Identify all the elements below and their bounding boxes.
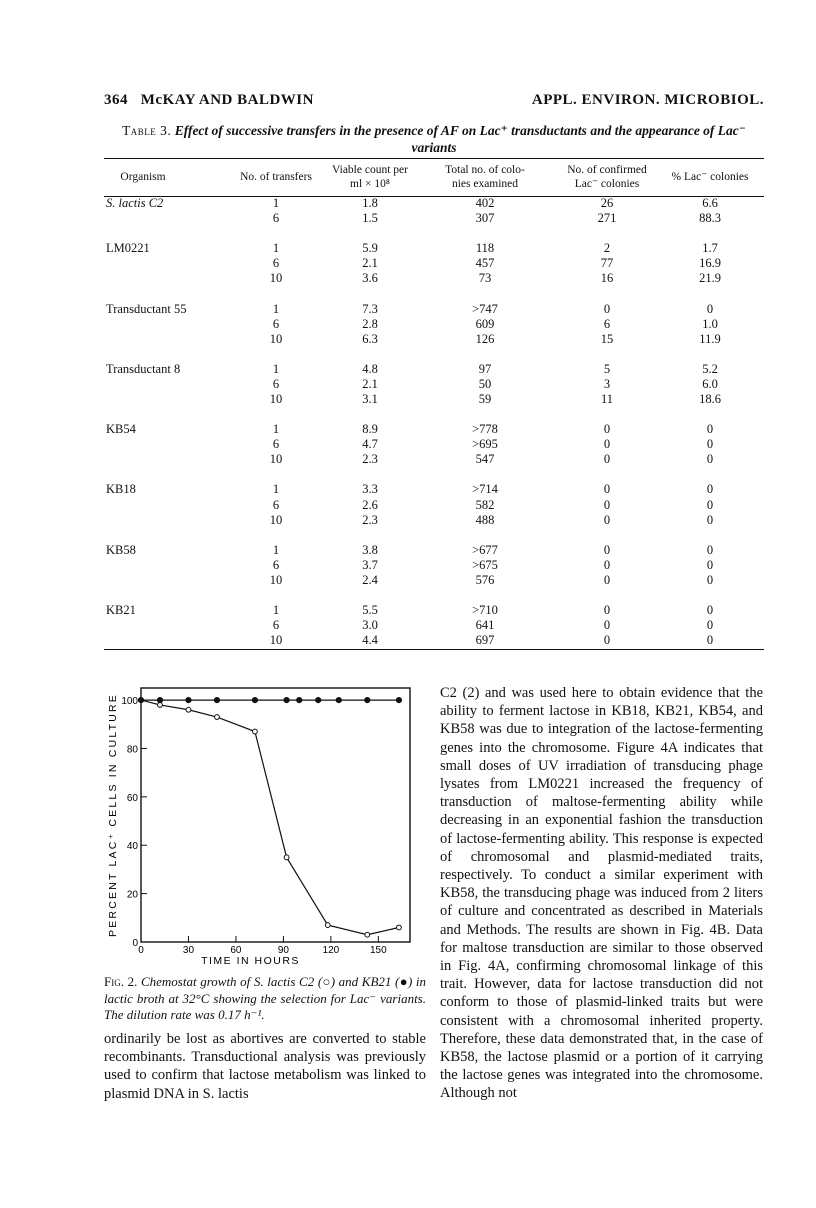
table-rule-bottom xyxy=(104,649,764,650)
table-cell: 16.9 xyxy=(699,256,721,271)
x-tick-label: 90 xyxy=(277,945,289,956)
table-cell: 0 xyxy=(706,542,714,557)
table-cell: 2.3 xyxy=(362,512,378,527)
table-cell: 1 xyxy=(272,241,280,256)
table-cell: 26 xyxy=(600,196,614,210)
table-cell: 0 xyxy=(603,497,611,512)
column-header-line: Lac⁻ colonies xyxy=(574,178,640,190)
table-cell: 6 xyxy=(272,437,280,452)
table-cell: 1 xyxy=(272,422,280,437)
y-tick-label: 60 xyxy=(126,792,138,804)
table-cell: 0 xyxy=(603,618,611,633)
data-point-filled xyxy=(316,697,321,702)
table-cell: 609 xyxy=(475,316,495,331)
organism-name: LM0221 xyxy=(106,241,150,256)
column-header-line: Organism xyxy=(120,171,166,183)
table-cell: 18.6 xyxy=(699,392,721,406)
table-cell: 2 xyxy=(603,241,611,256)
organism-name: KB54 xyxy=(106,422,136,437)
column-header xyxy=(440,163,530,191)
organism-name-text: S. lactis C2 xyxy=(106,196,164,210)
table-cell: 6 xyxy=(272,618,280,633)
table-cell: 457 xyxy=(475,256,495,271)
table-cell: 6 xyxy=(272,316,280,331)
table-cell: 5.5 xyxy=(362,603,378,617)
data-point-filled xyxy=(214,697,219,702)
table-cell: 0 xyxy=(706,301,714,316)
column-header-line: Total no. of colo- xyxy=(445,164,525,176)
table-cell: 59 xyxy=(478,392,492,406)
table-cell: 6 xyxy=(272,376,280,391)
data-point-open xyxy=(397,925,402,930)
table-cell: 1 xyxy=(272,482,280,497)
table-cell: 1.8 xyxy=(362,196,378,210)
table-cell: 0 xyxy=(603,452,611,467)
table-cell: 1.7 xyxy=(702,241,718,256)
table-cell: 3.7 xyxy=(362,557,378,572)
table-cell: 6 xyxy=(272,211,280,226)
figure-label: Fig. 2. xyxy=(104,974,138,989)
table-cell: 0 xyxy=(603,572,611,587)
column-header xyxy=(325,163,415,191)
data-point-open xyxy=(186,707,191,712)
table-cell: 10 xyxy=(269,572,283,587)
column-header-line: nies examined xyxy=(451,178,519,190)
table-cell: 271 xyxy=(597,211,617,226)
table-cell: 6 xyxy=(272,557,280,572)
table-cell: 1.0 xyxy=(702,316,718,331)
table-cell: 10 xyxy=(269,392,283,406)
table-cell: 10 xyxy=(269,452,283,467)
table-cell: 0 xyxy=(706,422,714,437)
column-header-line: No. of confirmed xyxy=(567,164,647,176)
table-cell: 10 xyxy=(269,512,283,527)
data-point-open xyxy=(325,923,330,928)
data-point-filled xyxy=(284,697,289,702)
table-cell: 0 xyxy=(603,542,611,557)
y-tick-label: 20 xyxy=(126,889,138,901)
table-cell: 118 xyxy=(475,241,495,256)
table-cell: 6.3 xyxy=(362,331,378,346)
y-tick-label: 80 xyxy=(126,744,138,756)
table-cell: 10 xyxy=(269,633,283,648)
table-cell: 0 xyxy=(603,603,611,617)
table-cell: 307 xyxy=(475,211,495,226)
data-point-filled xyxy=(297,697,302,702)
figure-2-chart xyxy=(104,680,426,970)
table-cell: 1 xyxy=(272,196,280,210)
table-cell: 21.9 xyxy=(699,271,721,286)
table-cell: 73 xyxy=(478,271,492,286)
table-cell: 6 xyxy=(272,256,280,271)
table-cell: 1 xyxy=(272,542,280,557)
table-cell: 0 xyxy=(603,633,611,648)
table-cell: >747 xyxy=(472,301,498,316)
table-cell: 11 xyxy=(600,392,614,406)
table-cell: 5.2 xyxy=(702,361,718,376)
column-header-line: Viable count per xyxy=(332,164,408,176)
table-cell: 0 xyxy=(706,633,714,648)
table-cell: 7.3 xyxy=(362,301,378,316)
x-tick-label: 150 xyxy=(370,945,387,956)
x-tick-label: 30 xyxy=(182,945,195,956)
table-cell: 6 xyxy=(603,316,611,331)
organism-name: Transductant 55 xyxy=(106,301,187,316)
data-point-open xyxy=(215,715,220,720)
table-cell: 0 xyxy=(706,618,714,633)
table-cell: 16 xyxy=(600,271,614,286)
organism-name: KB58 xyxy=(106,542,136,557)
table-title: Effect of successive transfers in the presence of AF on Lac⁺ transductants and the appearance of Lac⁻ variants xyxy=(174,123,746,155)
organism-name: KB18 xyxy=(106,482,136,497)
table-cell: >675 xyxy=(472,557,498,572)
table-cell: 50 xyxy=(478,376,492,391)
running-header-left xyxy=(104,92,314,109)
y-tick-label: 0 xyxy=(132,938,138,949)
table-cell: 3.0 xyxy=(362,618,378,633)
table-cell: 1.5 xyxy=(362,211,378,226)
table-cell: 6.0 xyxy=(702,376,718,391)
table-cell: 0 xyxy=(706,497,714,512)
data-point-filled xyxy=(396,697,401,702)
table-cell: 4.4 xyxy=(362,633,378,648)
data-point-filled xyxy=(336,697,341,702)
column-header xyxy=(226,170,326,184)
journal-name: APPL. ENVIRON. MICROBIOL. xyxy=(531,92,764,108)
table-cell: >677 xyxy=(472,542,498,557)
table-cell: 0 xyxy=(706,557,714,572)
y-axis-label: PERCENT LAC⁺ CELLS IN CULTURE xyxy=(107,693,119,937)
table-cell: 4.8 xyxy=(362,361,378,376)
y-tick-label: 40 xyxy=(126,841,138,853)
figure-caption-text: Chemostat growth of S. lactis C2 (○) and KB21 (●) in lactic broth at 32°C showing the selection for Lac⁻ variants. The dilution rate was 0.17 h⁻¹. xyxy=(104,974,426,1022)
column-header xyxy=(670,170,750,184)
table-cell: >695 xyxy=(472,437,498,452)
x-tick-label: 60 xyxy=(230,945,242,956)
table-cell: 126 xyxy=(475,331,495,346)
table-cell: 2.8 xyxy=(362,316,378,331)
data-point-open xyxy=(158,703,163,708)
organism-name: Transductant 8 xyxy=(106,361,181,376)
table-cell: 2.3 xyxy=(362,452,378,467)
table-rule-top xyxy=(104,158,764,159)
organism-name xyxy=(106,196,256,211)
figure-caption xyxy=(104,974,426,1024)
x-tick-label: 120 xyxy=(322,945,340,956)
data-point-filled xyxy=(252,697,257,702)
column-header xyxy=(557,163,657,191)
table-cell: 576 xyxy=(475,572,495,587)
table-cell: 547 xyxy=(475,452,495,467)
table-cell: 6.6 xyxy=(702,196,718,210)
data-point-filled xyxy=(186,697,191,702)
table-cell: 15 xyxy=(600,331,614,346)
table-cell: 8.9 xyxy=(362,422,378,437)
table-cell: 0 xyxy=(706,512,714,527)
body-text-left: ordinarily be lost as abortives are converted to stable recombinants. Transductional analysis was previously used to confirm that lactose metabolism was linked to plasmid DNA in S. lactis xyxy=(104,1031,426,1102)
x-tick-label: 0 xyxy=(138,945,144,956)
table-cell: 641 xyxy=(475,618,495,633)
table-cell: 2.6 xyxy=(362,497,378,512)
data-point-filled xyxy=(365,697,370,702)
column-header-line: No. of transfers xyxy=(240,171,312,183)
table-cell: 0 xyxy=(706,482,714,497)
page-number: 364 xyxy=(104,92,128,108)
table-cell: 10 xyxy=(269,331,283,346)
table-cell: 0 xyxy=(603,482,611,497)
table-cell: 0 xyxy=(706,572,714,587)
table-cell: 77 xyxy=(600,256,614,271)
table-cell: 4.7 xyxy=(362,437,378,452)
table-cell: 0 xyxy=(603,422,611,437)
authors: McKAY AND BALDWIN xyxy=(140,92,314,108)
table-cell: 2.1 xyxy=(362,376,378,391)
table-cell: 0 xyxy=(603,301,611,316)
table-cell: 0 xyxy=(603,512,611,527)
table-cell: 697 xyxy=(475,633,495,648)
data-point-filled xyxy=(157,697,162,702)
table-cell: 0 xyxy=(706,603,714,617)
table-cell: 6 xyxy=(272,497,280,512)
table-cell: 1 xyxy=(272,361,280,376)
table-cell: 11.9 xyxy=(699,331,721,346)
table-cell: 2.1 xyxy=(362,256,378,271)
data-point-open xyxy=(365,932,370,937)
y-tick-label: 100 xyxy=(121,696,138,708)
table-cell: 0 xyxy=(706,452,714,467)
data-point-filled xyxy=(138,697,143,702)
table-cell: 0 xyxy=(706,437,714,452)
organism-name: KB21 xyxy=(106,603,136,617)
table-cell: 88.3 xyxy=(699,211,721,226)
table-cell: 3.8 xyxy=(362,542,378,557)
data-point-open xyxy=(253,729,258,734)
table-cell: 1 xyxy=(272,301,280,316)
data-point-open xyxy=(284,855,289,860)
column-header-line: % Lac⁻ colonies xyxy=(671,171,749,183)
column-header-line: ml × 10⁸ xyxy=(350,178,390,190)
column-header xyxy=(108,170,178,184)
table-cell: 3.3 xyxy=(362,482,378,497)
table-cell: 5 xyxy=(603,361,611,376)
table-cell: >778 xyxy=(472,422,498,437)
table-label: Table 3. xyxy=(122,123,172,138)
body-text-right: C2 (2) and was used here to obtain evidence that the ability to ferment lactose in KB18, KB21, KB54, and KB58 was due to integration of the lactose-fermenting genes into the chromosome. Figure 4A indicates that small doses of UV irradiation of transducing phage lysates from LM0221 increased the frequency of transduction of maltose-fermenting ability while decreasing in an exponential fashion the transduction of lactose-fermenting ability. This response is expected of chromosomal and plasmid-mediated traits, respectively. To conduct a similar experiment with KB58, the transducing phage was induced from 2 liters of culture and concentrated as described in Materials and Methods. The results are shown in Fig. 4B. Data for maltose transduction are similar to those observed in Fig. 4A, confirming chromosomal linkage of this trait. However, data for lactose transduction did not conform to those of plasmid-linked traits but were consistent with a chromosomal inherited property. Therefore, these data demonstrated that, in the case of KB58, the lactose plasmid or a portion of it carrying the lactose genes was integrated into the chromosome. Although not xyxy=(440,685,763,1102)
table-cell: 1 xyxy=(272,603,280,617)
table-cell: 5.9 xyxy=(362,241,378,256)
table-cell: 3.1 xyxy=(362,392,378,406)
table-cell: 97 xyxy=(478,361,492,376)
table-cell: 582 xyxy=(475,497,495,512)
table-cell: 3 xyxy=(603,376,611,391)
table-cell: >714 xyxy=(472,482,498,497)
table-cell: 2.4 xyxy=(362,572,378,587)
table-cell: 0 xyxy=(603,557,611,572)
table-cell: >710 xyxy=(472,603,498,617)
x-axis-label: TIME IN HOURS xyxy=(201,955,300,967)
table-caption xyxy=(104,122,764,156)
table-cell: 402 xyxy=(475,196,495,210)
table-cell: 10 xyxy=(269,271,283,286)
table-cell: 488 xyxy=(475,512,495,527)
table-cell: 3.6 xyxy=(362,271,378,286)
series-line xyxy=(141,700,399,935)
table-cell: 0 xyxy=(603,437,611,452)
